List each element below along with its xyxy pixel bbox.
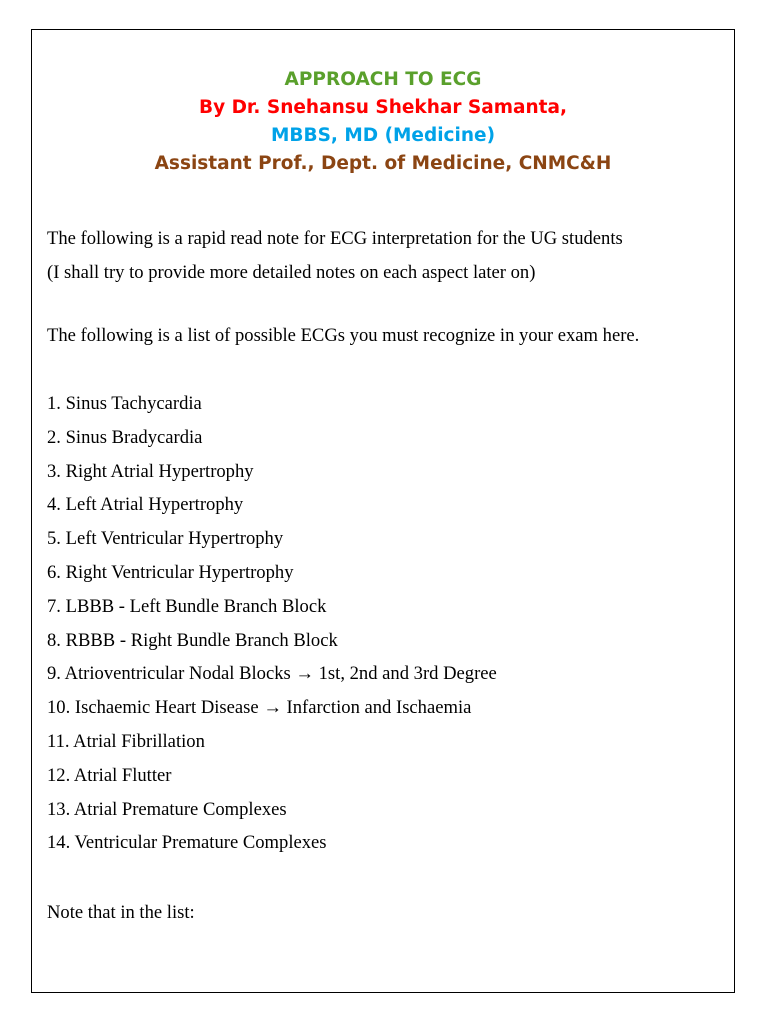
document-header [32, 66, 734, 178]
list-item: 1. Sinus Tachycardia [47, 393, 202, 414]
ecg-list [47, 387, 497, 860]
intro-paragraph [47, 222, 623, 290]
list-item: 4. Left Atrial Hypertrophy [47, 494, 244, 516]
list-intro-paragraph: The following is a list of possible ECGs you must recognize in your exam here. [47, 325, 640, 346]
list-item: 8. RBBB - Right Bundle Branch Block [47, 629, 338, 651]
list-item: 3. Right Atrial Hypertrophy [47, 460, 254, 482]
note-paragraph: Note that in the list: [47, 902, 195, 923]
list-item: 11. Atrial Fibrillation [47, 730, 205, 752]
intro-line-1: The following is a rapid read note for ECG interpretation for the UG students [47, 228, 623, 249]
author-position: Assistant Prof., Dept. of Medicine, CNMC&H [154, 153, 612, 174]
list-item: 5. Left Ventricular Hypertrophy [47, 528, 284, 550]
list-item: 13. Atrial Premature Complexes [47, 798, 287, 820]
list-item: 6. Right Ventricular Hypertrophy [47, 561, 294, 583]
document-title: APPROACH TO ECG [284, 69, 482, 90]
author-degree: MBBS, MD (Medicine) [270, 125, 496, 146]
list-item: 2. Sinus Bradycardia [47, 426, 203, 448]
list-item: 9. Atrioventricular Nodal Blocks → 1st, 2nd and 3rd Degree [47, 663, 497, 685]
list-item: 14. Ventricular Premature Complexes [47, 832, 327, 854]
author-name: By Dr. Snehansu Shekhar Samanta, [198, 97, 568, 118]
list-item: 12. Atrial Flutter [47, 764, 172, 786]
intro-line-2: (I shall try to provide more detailed notes on each aspect later on) [47, 262, 536, 283]
list-item: 7. LBBB - Left Bundle Branch Block [47, 595, 327, 617]
list-item: 10. Ischaemic Heart Disease → Infarction and Ischaemia [47, 697, 472, 719]
document-page [31, 29, 735, 993]
